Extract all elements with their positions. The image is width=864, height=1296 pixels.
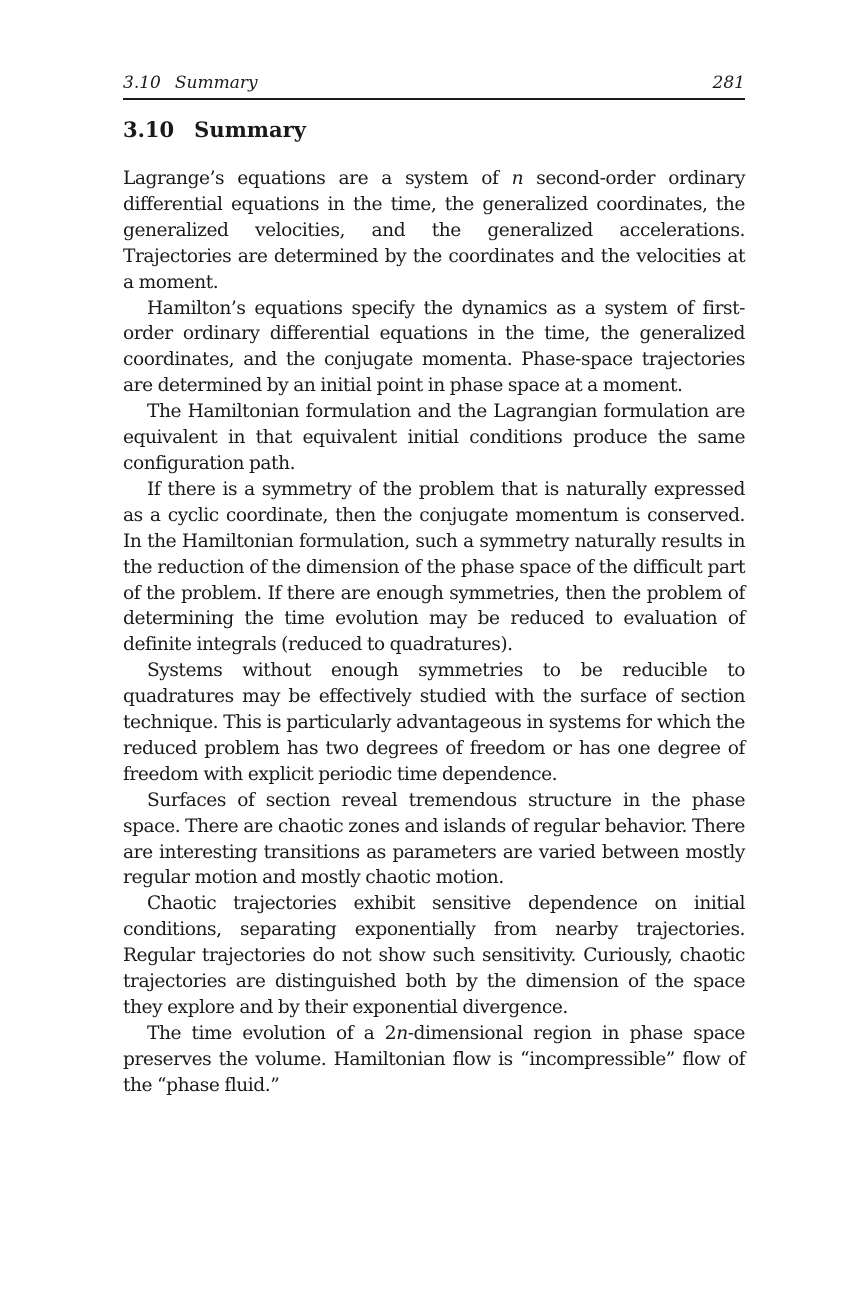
paragraph <box>123 477 745 658</box>
running-head-section-title: Summary <box>174 73 258 93</box>
paragraph-text: Lagrange’s equations are a system of <box>123 168 512 189</box>
page-number: 281 <box>712 73 745 93</box>
page <box>123 72 745 1099</box>
paragraph-text: -dimensional region in phase space preserves the volume. Hamiltonian flow is “incompressible” flow of the “phase fluid.” <box>123 1022 745 1096</box>
paragraph <box>123 166 745 296</box>
paragraph-text: The Hamiltonian formulation and the Lagrangian formulation are equivalent in that equivalent initial conditions produce the same configuration path. <box>123 401 745 474</box>
paragraph <box>123 658 745 788</box>
paragraph <box>123 891 745 1021</box>
paragraph <box>123 399 745 477</box>
paragraph-text: Surfaces of section reveal tremendous structure in the phase space. There are chaotic zones and islands of regular behavior. There are interesting transitions as parameters are varied between mostly regular motion and mostly chaotic motion. <box>123 789 745 889</box>
section-number: 3.10 <box>123 117 175 142</box>
math-variable: n <box>396 1022 408 1044</box>
math-variable: n <box>511 168 524 189</box>
paragraph <box>123 296 745 400</box>
section-heading <box>123 116 745 144</box>
paragraph-text: Chaotic trajectories exhibit sensitive dependence on initial conditions, separating exponentially from nearby trajectories. Regular trajectories do not show such sensitivity. Curiously, chaotic trajectories are distinguished both by the dimension of the space they explore and by their exponential divergence. <box>123 893 745 1018</box>
paragraph-text: If there is a symmetry of the problem that is naturally expressed as a cyclic coordinate, then the conjugate momentum is conserved. In the Hamiltonian formulation, such a symmetry naturally results in the reduction of the dimension of the phase space of the difficult part of the problem. If there are enough symmetries, then the problem of determining the time evolution may be reduced to evaluation of definite integrals (reduced to quadratures). <box>123 478 745 656</box>
running-head-section-number: 3.10 <box>123 73 161 93</box>
paragraph-text: Hamilton’s equations specify the dynamics as a system of first-order ordinary differential equations in the time, the generalized coordinates, and the conjugate momenta. Phase-space trajectories are determined by an initial point in phase space at a moment. <box>123 297 745 397</box>
running-head-section <box>123 72 258 94</box>
summary-body <box>123 166 745 1099</box>
paragraph-text: The time evolution of a 2 <box>147 1022 397 1044</box>
paragraph <box>123 1021 745 1099</box>
running-head <box>123 72 745 100</box>
paragraph-text: Systems without enough symmetries to be reducible to quadratures may be effectively studied with the surface of section technique. This is particularly advantageous in systems for which the reduced problem has two degrees of freedom or has one degree of freedom with explicit periodic time dependence. <box>123 660 745 785</box>
paragraph <box>123 788 745 892</box>
section-title: Summary <box>194 117 306 142</box>
paragraph-text: second-order ordinary differential equations in the time, the generalized coordinates, the generalized velocities, and the generalized accelerations. Trajectories are determined by the coordinates and the velocities at a moment. <box>123 168 746 293</box>
